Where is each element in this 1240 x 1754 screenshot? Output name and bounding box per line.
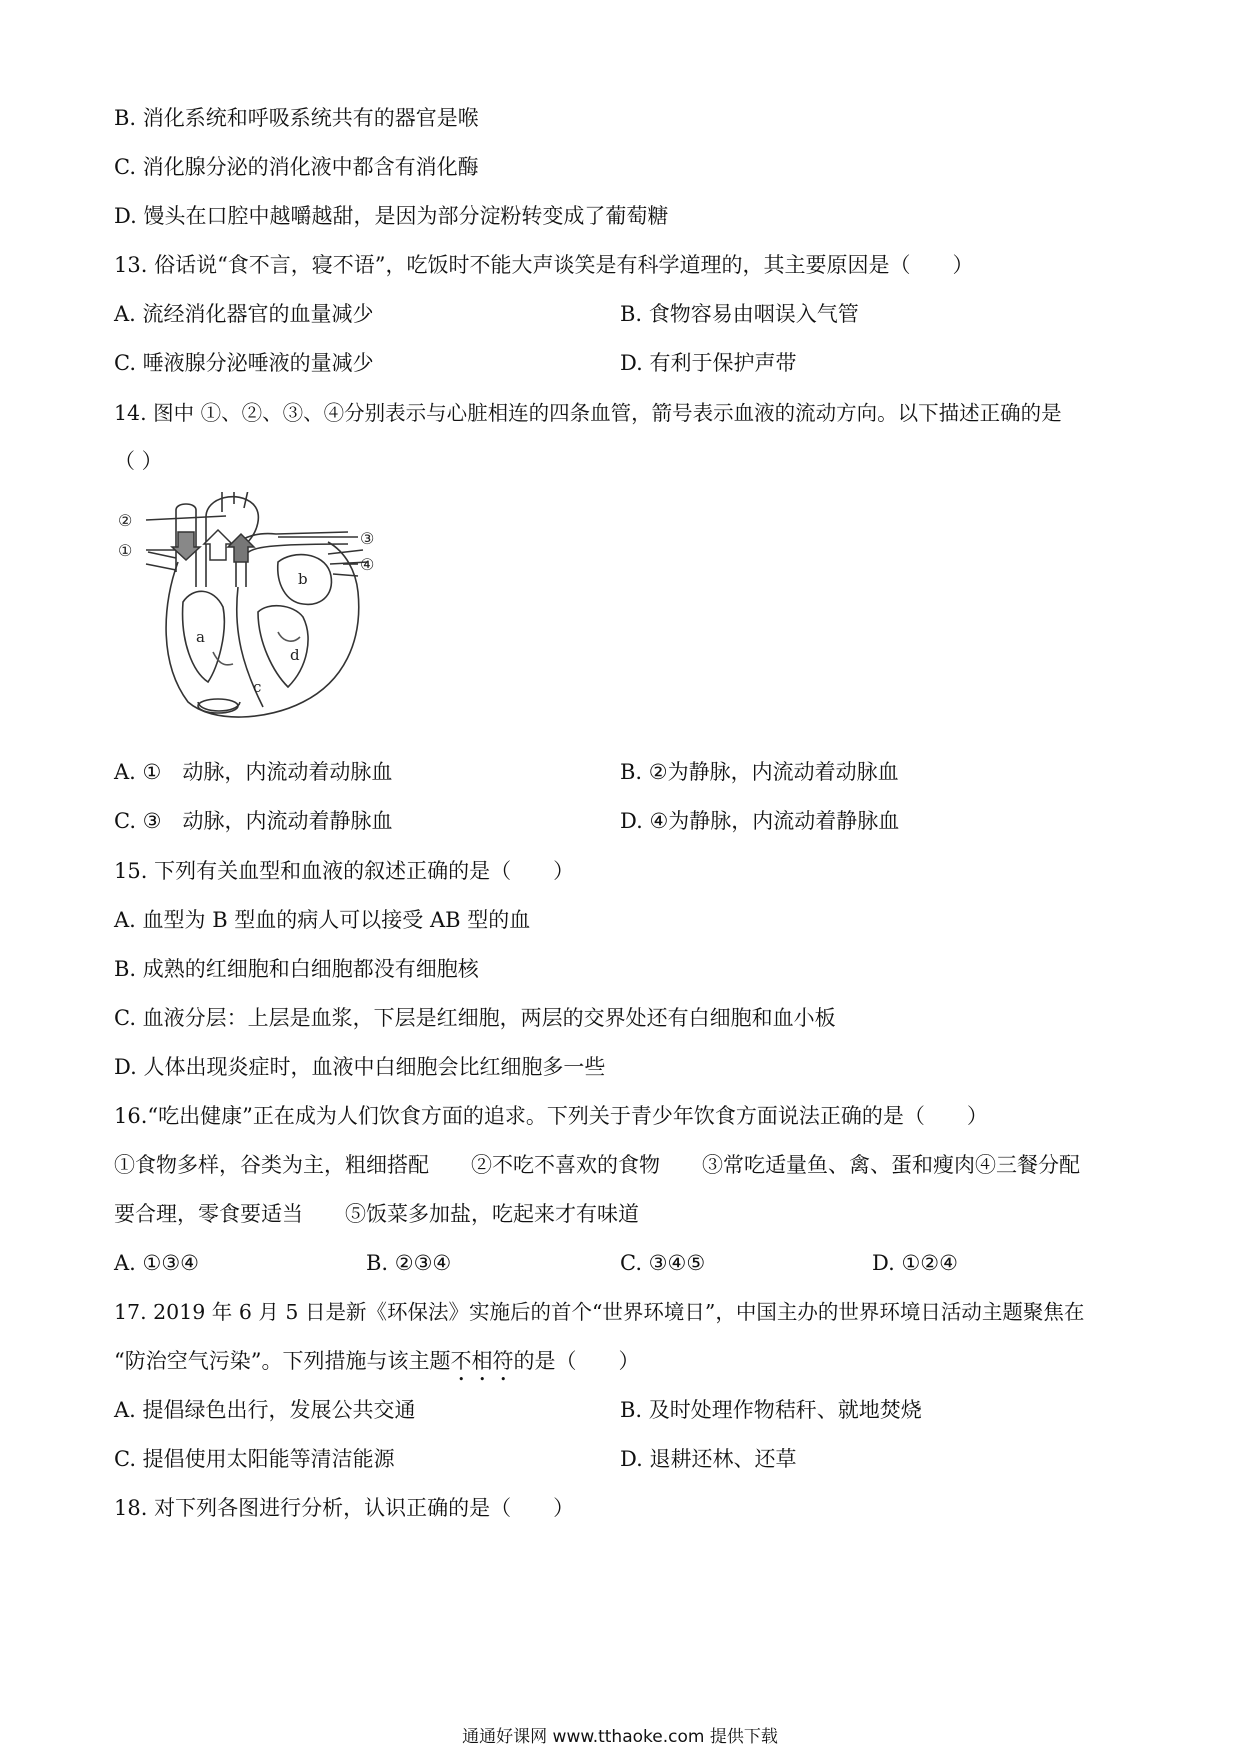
q15-option-a: A. 血型为 B 型血的病人可以接受 AB 型的血	[114, 908, 531, 932]
q17-option-c: C. 提倡使用太阳能等清洁能源	[114, 1447, 395, 1471]
question-18-stem: 18. 对下列各图进行分析，认识正确的是（ ）	[114, 1496, 575, 1520]
q14-option-b: B. ②为静脉，内流动着动脉血	[620, 760, 899, 784]
question-13-stem: 13. 俗话说“食不言，寝不语”，吃饭时不能大声谈笑是有科学道理的，其主要原因是（ ）	[114, 253, 974, 277]
footer-watermark: 通通好课网 www.tthaoke.com 提供下载	[462, 1727, 778, 1747]
vessel-label-1: ①	[118, 541, 133, 560]
question-17-stem: 17. 2019 年 6 月 5 日是新《环保法》实施后的首个“世界环境日”，中国主办的世界环境日活动主题聚焦在	[114, 1300, 1085, 1324]
option-d: D. 馒头在口腔中越嚼越甜，是因为部分淀粉转变成了葡萄糖	[114, 204, 669, 228]
q16-option-a: A. ①③④	[114, 1251, 199, 1275]
q14-option-a: A. ① 动脉，内流动着动脉血	[114, 760, 393, 784]
q17-stem-post: 的是（ ）	[513, 1349, 640, 1373]
q15-option-b: B. 成熟的红细胞和白细胞都没有细胞核	[114, 957, 479, 981]
question-15-stem: 15. 下列有关血型和血液的叙述正确的是（ ）	[114, 859, 575, 883]
q17-stem-pre: “防治空气污染”。下列措施与该主题	[114, 1349, 451, 1373]
vessel-label-2: ②	[118, 511, 133, 530]
chamber-label-b: b	[298, 570, 308, 588]
question-14-stem: 14. 图中 ①、②、③、④分别表示与心脏相连的四条血管，箭号表示血液的流动方向。以下描述正确的是	[114, 401, 1062, 425]
q17-option-a: A. 提倡绿色出行，发展公共交通	[114, 1398, 416, 1422]
q15-option-d: D. 人体出现炎症时，血液中白细胞会比红细胞多一些	[114, 1055, 606, 1079]
chamber-label-a: a	[196, 628, 205, 646]
question-17-stem-line-2	[114, 1346, 639, 1386]
q16-items-line-1: ①食物多样，谷类为主，粗细搭配 ②不吃不喜欢的食物 ③常吃适量鱼、禽、蛋和瘦肉④三餐分配	[114, 1153, 1080, 1177]
q17-option-d: D. 退耕还林、还草	[620, 1447, 797, 1471]
q13-option-b: B. 食物容易由咽误入气管	[620, 302, 859, 326]
q17-option-b: B. 及时处理作物秸秆、就地焚烧	[620, 1398, 922, 1422]
q16-option-d: D. ①②④	[872, 1251, 958, 1275]
q13-option-a: A. 流经消化器官的血量减少	[114, 302, 374, 326]
q15-option-c: C. 血液分层：上层是血浆，下层是红细胞，两层的交界处还有白细胞和血小板	[114, 1006, 836, 1030]
option-b: B. 消化系统和呼吸系统共有的器官是喉	[114, 106, 479, 130]
option-c: C. 消化腺分泌的消化液中都含有消化酶	[114, 155, 479, 179]
question-14-stem-bracket: （ ）	[114, 449, 163, 473]
q13-option-d: D. 有利于保护声带	[620, 351, 797, 375]
q14-option-c: C. ③ 动脉，内流动着静脉血	[114, 809, 393, 833]
q16-option-b: B. ②③④	[366, 1251, 452, 1275]
chamber-label-c: c	[253, 678, 262, 696]
vessel-label-4: ④	[360, 555, 375, 574]
heart-diagram	[118, 492, 418, 727]
question-16-stem: 16.“吃出健康”正在成为人们饮食方面的追求。下列关于青少年饮食方面说法正确的是（ ）	[114, 1104, 988, 1128]
vessel-label-3: ③	[360, 529, 375, 548]
chamber-label-d: d	[290, 646, 300, 664]
q13-option-c: C. 唾液腺分泌唾液的量减少	[114, 351, 374, 375]
q16-items-line-2: 要合理，零食要适当 ⑤饭菜多加盐，吃起来才有味道	[114, 1202, 639, 1226]
q17-emphasized-word: 不相符	[450, 1349, 514, 1373]
q14-option-d: D. ④为静脉，内流动着静脉血	[620, 809, 900, 833]
q16-option-c: C. ③④⑤	[620, 1251, 706, 1275]
